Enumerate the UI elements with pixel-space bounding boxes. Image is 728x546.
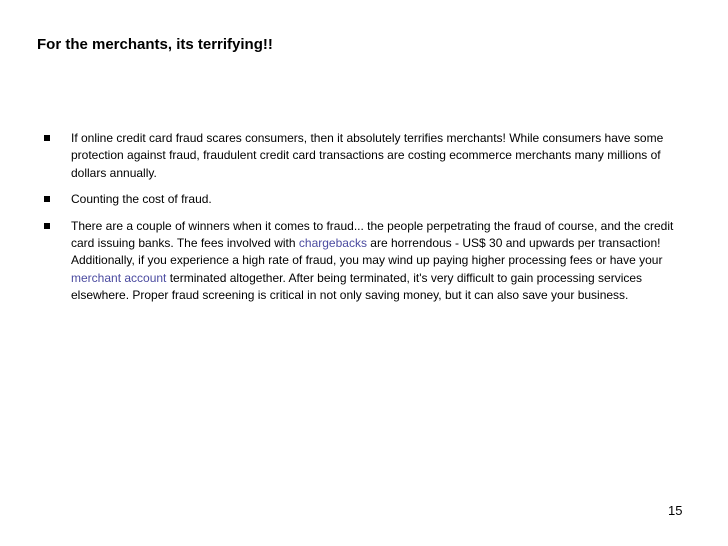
- square-bullet-icon: [44, 135, 50, 141]
- merchant-account-link[interactable]: merchant account: [71, 270, 167, 285]
- bullet-text-part: There are a couple of winners when it comes to fraud... the people perpetrating the fraud of course, and the credit card issuing banks. The fees involved with: [71, 218, 674, 251]
- square-bullet-icon: [44, 223, 50, 229]
- bullet-item-cost-of-fraud: [43, 191, 693, 208]
- bullet-item-merchants-terrified: [43, 130, 693, 182]
- bullet-text: Counting the cost of fraud.: [71, 192, 212, 207]
- bullet-text-part: are horrendous - US$ 30 and upwards per transaction! Additionally, if you experience a high rate of fraud, you may wind up paying higher processing fees or have your: [71, 236, 663, 268]
- page-number: 15: [668, 503, 683, 518]
- square-bullet-icon: [44, 196, 50, 202]
- bullet-text: If online credit card fraud scares consumers, then it absolutely terrifies merchants! While consumers have some protection against fraud, fraudulent credit card transactions are costing ecommerce merchants many millions of dollars annually.: [71, 131, 664, 180]
- chargebacks-link[interactable]: chargebacks: [298, 236, 367, 251]
- bullet-item-winners-of-fraud: [43, 218, 693, 305]
- slide-title: For the merchants, its terrifying!!: [37, 36, 273, 53]
- bullet-text-part: terminated altogether. After being terminated, it's very difficult to gain processing services elsewhere. Proper fraud screening is critical in not only saving money, but it can also save your business.: [71, 270, 643, 303]
- bullet-list: [43, 130, 693, 314]
